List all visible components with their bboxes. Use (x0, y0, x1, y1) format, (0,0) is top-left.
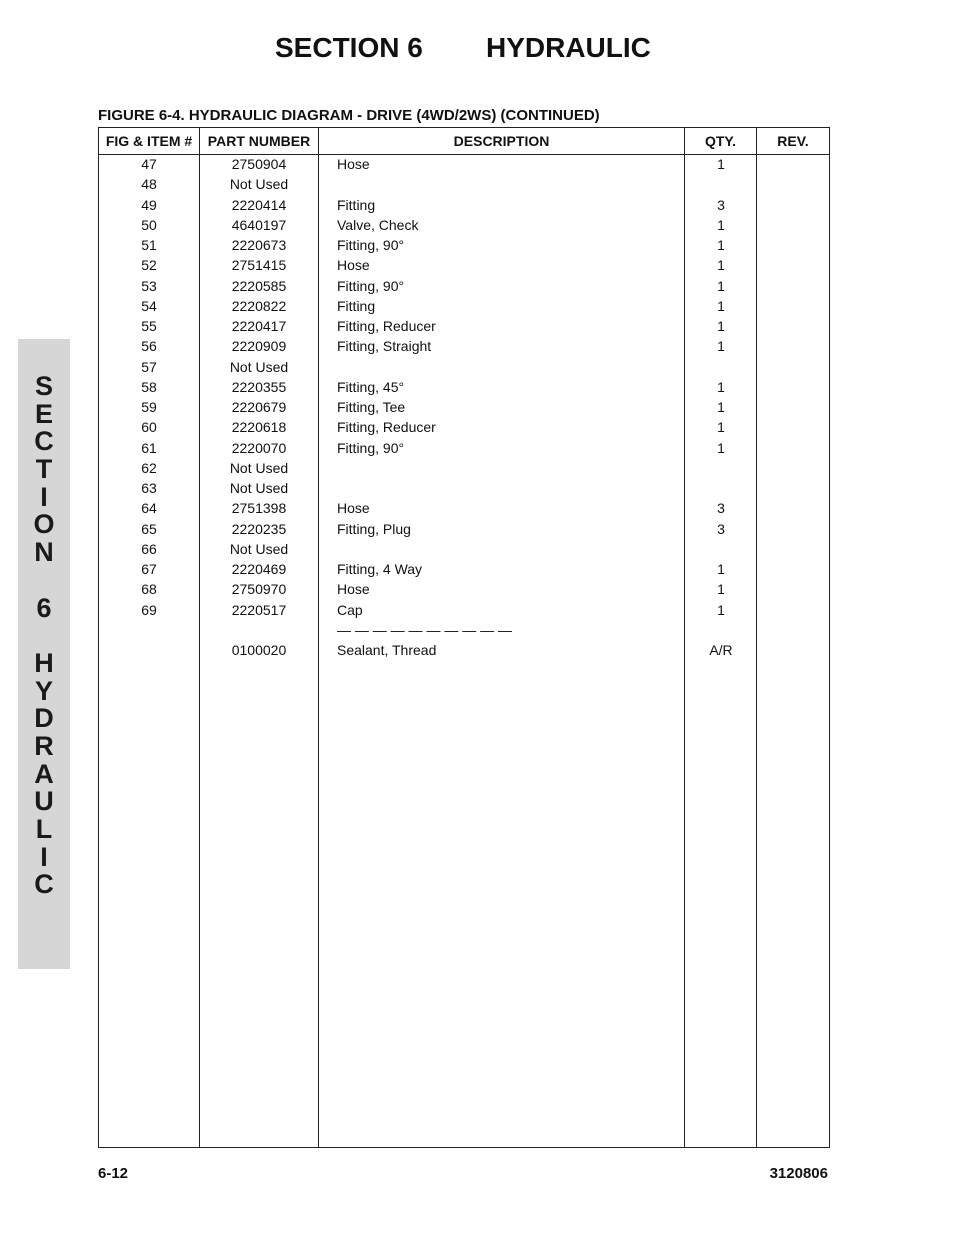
row-part-number: 2220070 (231, 439, 287, 456)
row-part-number: 2220618 (231, 419, 287, 436)
row-part-number: 2220517 (231, 601, 287, 618)
row-description: Sealant, Thread (337, 642, 437, 658)
row-item-number: 54 (141, 297, 157, 314)
row-description: Fitting, Reducer (337, 419, 436, 436)
row-qty: 1 (717, 601, 725, 618)
table-row (99, 438, 829, 458)
section-number: SECTION 6 (275, 32, 423, 63)
row-item-number: 63 (141, 480, 157, 496)
page-header (0, 32, 954, 72)
row-part-number: Not Used (229, 540, 289, 557)
page-number: 6-12 (98, 1165, 129, 1182)
row-item-number: 67 (141, 561, 157, 577)
table-row (99, 296, 829, 316)
table-row (99, 195, 829, 215)
row-description: Fitting, 45° (337, 378, 405, 395)
row-part-number: 2751398 (231, 500, 287, 517)
row-qty: 3 (717, 196, 725, 213)
document-number: 3120806 (769, 1165, 828, 1182)
row-part-number: 2220585 (231, 277, 287, 294)
row-part-number: 2220673 (231, 237, 287, 253)
row-description: Fitting, 90° (337, 439, 405, 456)
parts-table (98, 127, 830, 1148)
side-tab-letter: E (34, 398, 53, 429)
figure-title: FIGURE 6-4. HYDRAULIC DIAGRAM - DRIVE (4WD/2WS) (CONTINUED) (98, 107, 600, 124)
row-qty: 1 (717, 216, 725, 233)
row-description: Valve, Check (337, 216, 419, 233)
side-tab-letter: T (35, 454, 53, 485)
row-part-number: 2220909 (231, 338, 287, 355)
row-qty: A/R (709, 642, 733, 658)
row-qty: 1 (717, 419, 725, 436)
row-item-number: 55 (141, 318, 157, 334)
table-row (99, 377, 829, 397)
row-part-number: 2220355 (231, 378, 287, 395)
table-row (99, 579, 829, 599)
side-tab-letter: D (34, 703, 54, 734)
row-qty: 1 (717, 318, 725, 334)
header-description: DESCRIPTION (453, 133, 550, 149)
table-row (99, 539, 829, 559)
header-rev: REV. (777, 133, 809, 149)
row-qty: 1 (717, 439, 725, 456)
row-item-number: 51 (141, 237, 157, 253)
table-row (99, 397, 829, 417)
row-item-number: 47 (141, 156, 157, 172)
row-qty: 3 (717, 520, 725, 537)
table-row (99, 559, 829, 579)
row-item-number: 60 (141, 419, 157, 436)
row-item-number: 66 (141, 540, 157, 557)
side-tab-letter: N (34, 537, 54, 568)
row-item-number: 52 (141, 257, 157, 274)
row-item-number: 49 (141, 196, 157, 213)
row-part-number: 0100020 (231, 642, 287, 658)
table-row (99, 154, 829, 174)
row-qty: 1 (717, 257, 725, 274)
row-description: Hose (337, 581, 370, 598)
separator-row (99, 620, 829, 640)
row-description: Hose (337, 257, 370, 274)
table-row (99, 640, 829, 660)
row-description: Fitting, Reducer (337, 318, 436, 334)
row-description: Fitting (337, 196, 376, 213)
row-part-number: 2220235 (231, 520, 287, 537)
side-tab-letter: C (34, 869, 54, 900)
side-tab-letter: I (40, 841, 48, 872)
row-qty: 1 (717, 297, 725, 314)
table-row (99, 316, 829, 336)
side-tab-letter: S (34, 371, 53, 401)
row-qty: 1 (717, 338, 725, 355)
row-description: Fitting (337, 297, 376, 314)
table-row (99, 417, 829, 437)
row-description: Hose (337, 156, 370, 172)
table-row (99, 357, 829, 377)
table-row (99, 458, 829, 478)
row-qty: 1 (717, 277, 725, 294)
side-tab-gap (18, 622, 70, 650)
row-part-number: 2220469 (231, 561, 287, 577)
row-item-number: 50 (141, 216, 157, 233)
row-description: Fitting, 90° (337, 237, 405, 253)
row-part-number: 4640197 (231, 216, 287, 233)
side-tab-letter: C (34, 426, 54, 457)
dash-separator: — — — — — — — — — — (337, 621, 513, 638)
table-row (99, 276, 829, 296)
row-description: Fitting, 4 Way (337, 561, 423, 577)
table-row (99, 498, 829, 518)
row-item-number: 64 (141, 500, 157, 517)
row-item-number: 53 (141, 277, 157, 294)
side-tab-letter: 6 (36, 592, 52, 623)
row-part-number: 2220417 (231, 318, 287, 334)
side-tab-letter: H (34, 647, 54, 678)
side-tab-letter: O (33, 509, 55, 540)
row-item-number: 69 (141, 601, 157, 618)
header-item: FIG & ITEM # (105, 133, 193, 149)
table-row (99, 478, 829, 498)
row-description: Cap (337, 601, 363, 618)
table-row (99, 519, 829, 539)
side-tab-letters (18, 373, 70, 899)
row-qty: 1 (717, 378, 725, 395)
side-tab-letter: A (34, 758, 54, 789)
side-tab-letter: Y (34, 675, 53, 706)
row-part-number: Not Used (229, 176, 289, 193)
row-part-number: 2750904 (231, 156, 287, 172)
section-side-tab (18, 339, 70, 969)
row-qty: 1 (717, 581, 725, 598)
row-item-number: 48 (141, 176, 157, 193)
row-item-number: 58 (141, 378, 157, 395)
row-part-number: 2220822 (231, 297, 287, 314)
row-description: Fitting, Tee (337, 399, 406, 415)
row-part-number: Not Used (229, 358, 289, 375)
row-description: Fitting, Plug (337, 520, 411, 537)
row-description: Fitting, Straight (337, 338, 432, 355)
row-description: Fitting, 90° (337, 277, 405, 294)
row-qty: 1 (717, 561, 725, 577)
row-part-number: 2751415 (231, 257, 287, 274)
table-row (99, 255, 829, 275)
table-row (99, 174, 829, 194)
row-item-number: 62 (141, 459, 157, 476)
row-item-number: 65 (141, 520, 157, 537)
row-item-number: 59 (141, 399, 157, 415)
table-row (99, 336, 829, 356)
row-qty: 1 (717, 156, 725, 172)
header-qty: QTY. (704, 133, 737, 149)
side-tab-letter: I (40, 481, 48, 512)
row-item-number: 61 (141, 439, 157, 456)
row-item-number: 57 (141, 358, 157, 375)
header-part-number: PART NUMBER (207, 133, 311, 149)
table-row (99, 600, 829, 620)
side-tab-gap (18, 567, 70, 595)
row-part-number: 2220414 (231, 196, 287, 213)
side-tab-letter: U (34, 786, 54, 817)
row-part-number: Not Used (229, 459, 289, 476)
row-part-number: Not Used (229, 480, 289, 496)
row-qty: 1 (717, 237, 725, 253)
row-item-number: 68 (141, 581, 157, 598)
row-qty: 3 (717, 500, 725, 517)
table-row (99, 235, 829, 255)
row-item-number: 56 (141, 338, 157, 355)
table-row (99, 215, 829, 235)
row-part-number: 2750970 (231, 581, 287, 598)
row-part-number: 2220679 (231, 399, 287, 415)
row-qty: 1 (717, 399, 725, 415)
side-tab-letter: R (34, 730, 54, 761)
section-name: HYDRAULIC (486, 32, 651, 63)
row-description: Hose (337, 500, 370, 517)
side-tab-letter: L (35, 814, 53, 844)
